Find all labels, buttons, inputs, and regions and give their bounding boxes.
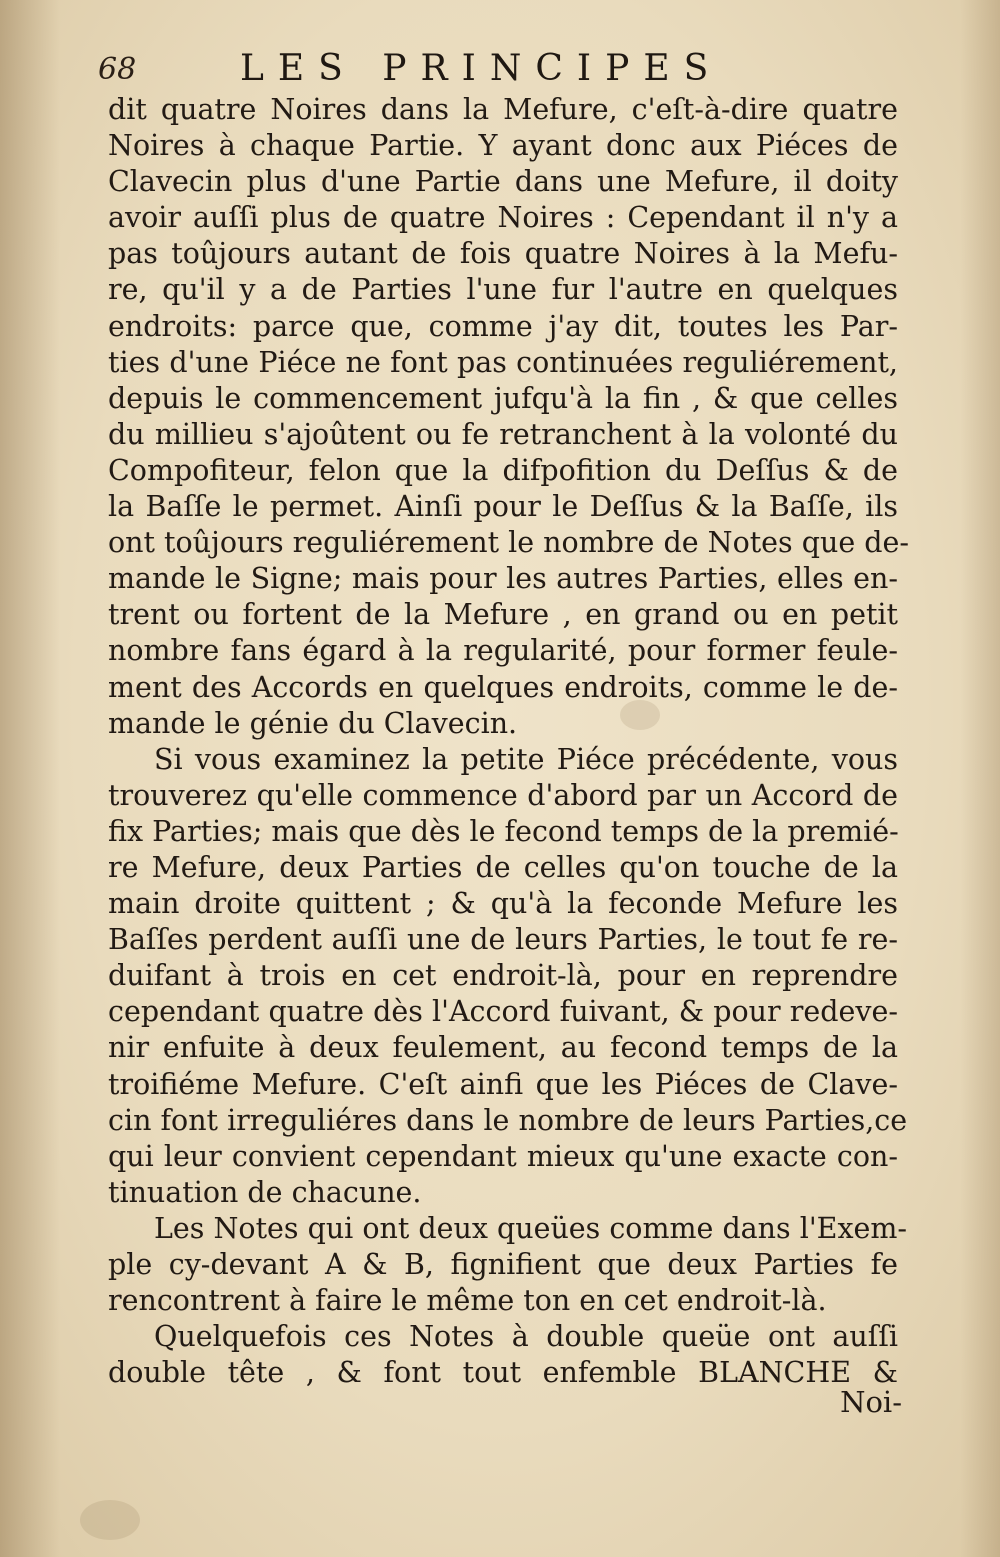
text-line: Quelquefois ces Notes à double queüe ont auſſi bbox=[154, 1320, 898, 1354]
text-line: ple cy-devant A & B, fignifient que deux Parties fe bbox=[108, 1248, 898, 1281]
text-line: re, qu'il y a de Parties l'une fur l'autre en quelques bbox=[108, 273, 898, 307]
text-line: duifant à trois en cet endroit-là, pour en reprendre bbox=[108, 959, 898, 993]
text-line: dit quatre Noires dans la Mefure, c'eſt-à-dire quatre bbox=[108, 93, 898, 126]
page-number: 68 bbox=[98, 52, 137, 87]
text-line: ont toûjours reguliérement le nombre de Notes que de- bbox=[108, 526, 909, 560]
text-line: ment des Accords en quelques endroits, comme le de- bbox=[108, 670, 898, 704]
text-line: trent ou fortent de la Mefure , en grand ou en petit bbox=[108, 598, 898, 632]
text-line: depuis le commencement jufqu'à la fin , & que celles bbox=[108, 381, 898, 415]
text-line: cin font irreguliéres dans le nombre de leurs Parties,ce bbox=[108, 1103, 908, 1137]
paper-stain bbox=[80, 1500, 140, 1540]
text-line: Les Notes qui ont deux queües comme dans l'Exem- bbox=[154, 1211, 908, 1245]
page-shadow-right bbox=[960, 0, 1000, 1557]
text-line: nombre fans égard à la regularité, pour former feule- bbox=[108, 634, 898, 668]
text-line: pas toûjours autant de fois quatre Noires à la Mefu- bbox=[108, 237, 898, 271]
text-line: re Mefure, deux Parties de celles qu'on touche de la bbox=[108, 850, 898, 884]
catchword: Noi- bbox=[840, 1385, 902, 1419]
text-line: mande le génie du Clavecin. bbox=[108, 706, 518, 740]
text-line: Baſſes perdent auſſi une de leurs Parties, le tout fe re- bbox=[108, 923, 898, 957]
text-line: Compofiteur, felon que la difpofition du Deſſus & de bbox=[108, 453, 898, 487]
running-title: LES PRINCIPES bbox=[240, 48, 723, 89]
text-line: double tête , & font tout enfemble BLANCHE & bbox=[108, 1356, 898, 1390]
text-line: Noires à chaque Partie. Y ayant donc aux Piéces de bbox=[108, 129, 898, 163]
text-line: rencontrent à faire le même ton en cet endroit-là. bbox=[108, 1284, 827, 1318]
text-line: nir enfuite à deux feulement, au fecond temps de la bbox=[108, 1031, 898, 1065]
text-line: du millieu s'ajoûtent ou fe retranchent à la volonté du bbox=[108, 417, 898, 451]
text-line: qui leur convient cependant mieux qu'une exacte con- bbox=[108, 1139, 898, 1173]
text-line: troifiéme Mefure. C'eſt ainfi que les Piéces de Clave- bbox=[108, 1067, 898, 1101]
text-line: tinuation de chacune. bbox=[108, 1175, 422, 1209]
body-text bbox=[108, 92, 909, 1391]
text-line: cependant quatre dès l'Accord fuivant, & pour redeve- bbox=[108, 995, 898, 1029]
text-line: la Baſſe le permet. Ainſi pour le Deſſus & la Baſſe, ils bbox=[108, 490, 898, 524]
text-line: avoir auſſi plus de quatre Noires : Cependant il n'y a bbox=[108, 201, 898, 235]
text-line: Si vous examinez la petite Piéce précédente, vous bbox=[154, 742, 898, 776]
text-line: fix Parties; mais que dès le fecond temps de la premié- bbox=[108, 814, 899, 848]
text-line: ties d'une Piéce ne font pas continuées reguliérement, bbox=[108, 345, 898, 379]
page-shadow-left bbox=[0, 0, 60, 1557]
text-line: endroits: parce que, comme j'ay dit, toutes les Par- bbox=[108, 309, 898, 343]
text-line: trouverez qu'elle commence d'abord par un Accord de bbox=[108, 778, 898, 812]
text-line: main droite quittent ; & qu'à la feconde Mefure les bbox=[108, 887, 898, 921]
text-line: Clavecin plus d'une Partie dans une Mefure, il doity bbox=[108, 165, 898, 199]
text-line: mande le Signe; mais pour les autres Parties, elles en- bbox=[108, 562, 898, 596]
